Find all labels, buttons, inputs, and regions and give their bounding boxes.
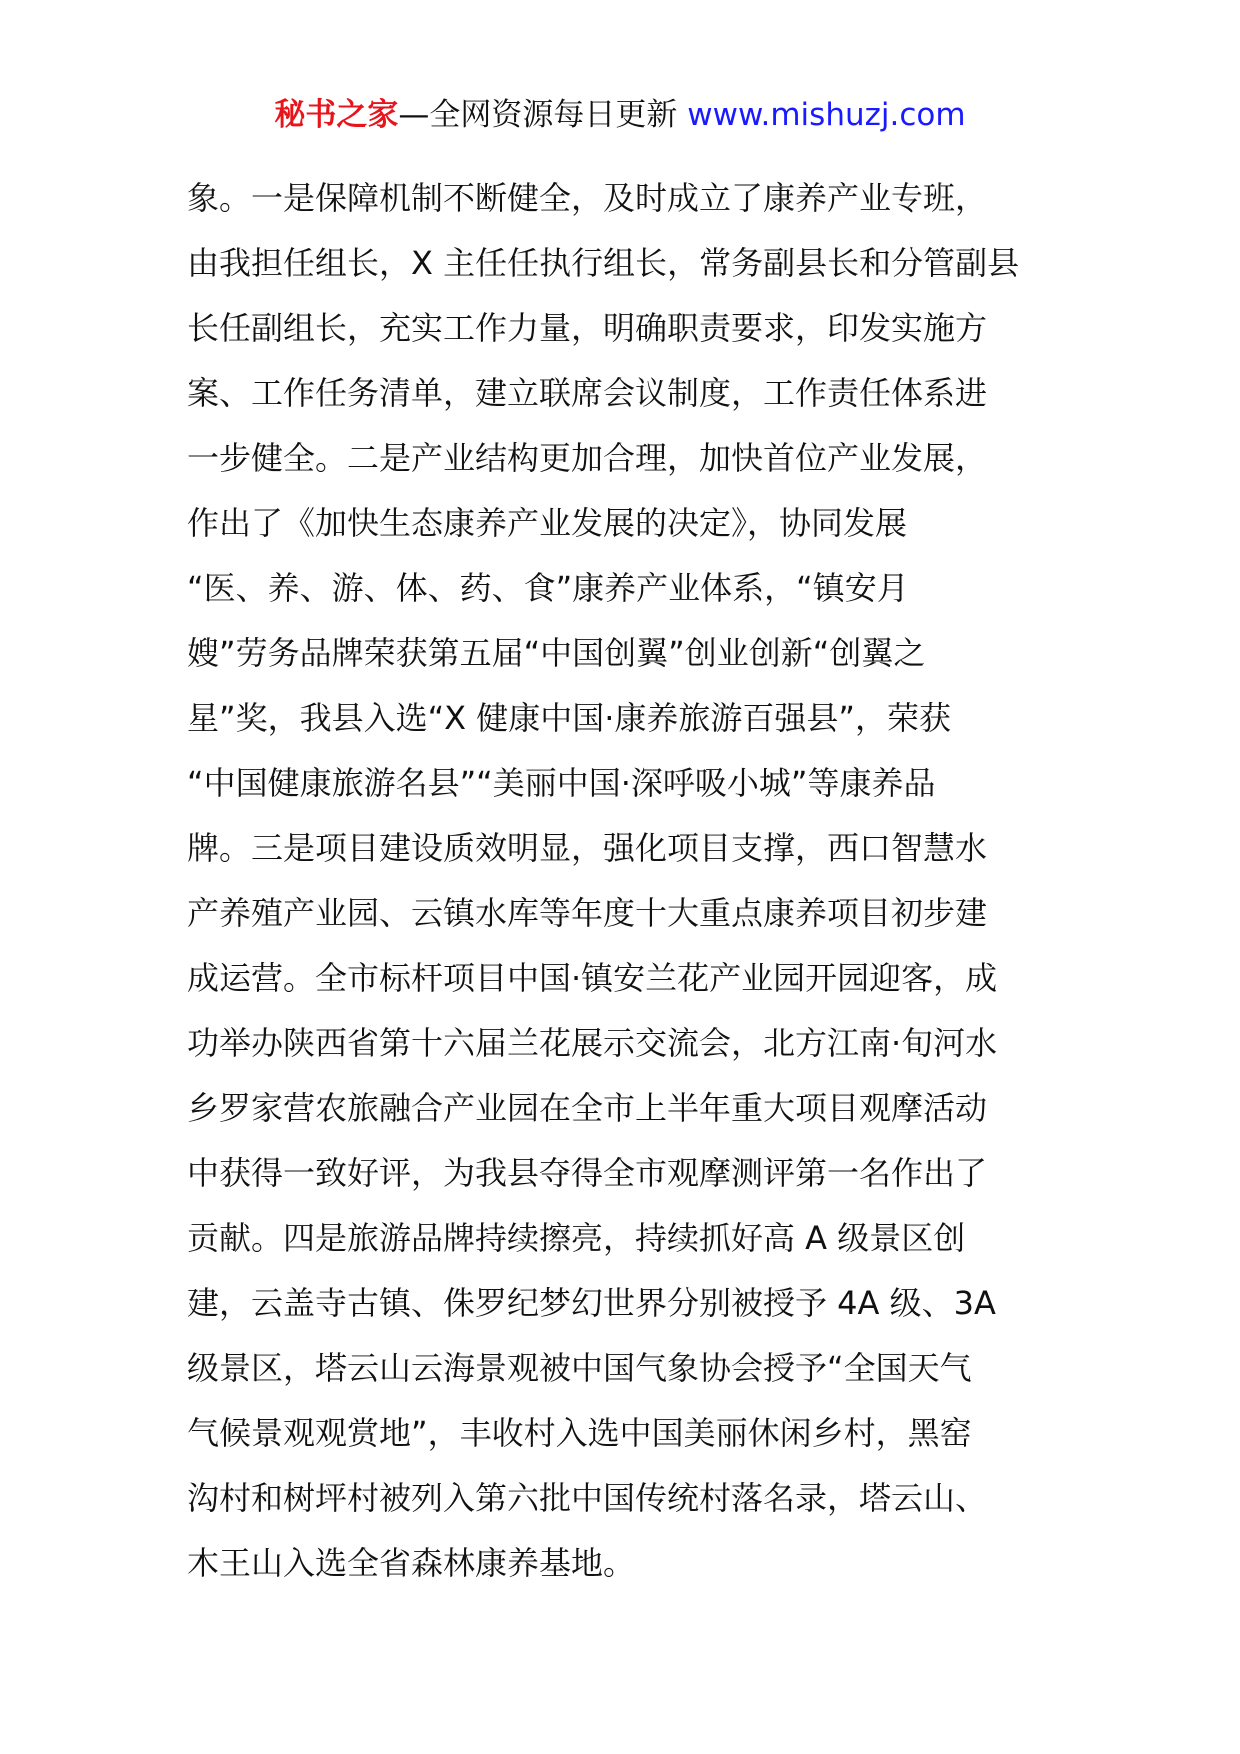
- text-line: 气候景观观赏地”，丰收村入选中国美丽休闲乡村，黑窑: [187, 1414, 972, 1452]
- header-tagline: —全网资源每日更新: [398, 97, 688, 133]
- text-line: 牌。三是项目建设质效明显，强化项目支撑，西口智慧水: [187, 829, 988, 867]
- text-line: 嫂”劳务品牌荣获第五届“中国创翼”创业创新“创翼之: [187, 634, 926, 672]
- text-line: 由我担任组长，X 主任任执行组长，常务副县长和分管副县: [187, 244, 1020, 282]
- text-line: 建，云盖寺古镇、侏罗纪梦幻世界分别被授予 4A 级、3A: [187, 1284, 996, 1322]
- text-line: “医、养、游、体、药、食”康养产业体系，“镇安月: [187, 569, 909, 607]
- brand-name: 秘书之家: [274, 97, 399, 133]
- text-line: 木王山入选全省森林康养基地。: [187, 1544, 636, 1582]
- text-line: 一步健全。二是产业结构更加合理，加快首位产业发展，: [187, 439, 988, 477]
- text-line: 作出了《加快生态康养产业发展的决定》，协同发展: [187, 504, 908, 542]
- site-header: [0, 93, 1240, 137]
- site-url-link[interactable]: www.mishuzj.com: [687, 97, 966, 133]
- text-line: 中获得一致好评，为我县夺得全市观摩测评第一名作出了: [187, 1154, 988, 1192]
- text-line: 案、工作任务清单，建立联席会议制度，工作责任体系进: [187, 374, 988, 412]
- text-line: 产养殖产业园、云镇水库等年度十大重点康养项目初步建: [187, 894, 988, 932]
- text-line: 贡献。四是旅游品牌持续擦亮，持续抓好高 A 级景区创: [187, 1219, 966, 1257]
- text-line: 星”奖，我县入选“X 健康中国·康养旅游百强县”，荣获: [187, 699, 952, 737]
- text-line: 成运营。全市标杆项目中国·镇安兰花产业园开园迎客，成: [187, 959, 998, 997]
- text-line: 长任副组长，充实工作力量，明确职责要求，印发实施方: [187, 309, 988, 347]
- document-body: [187, 166, 1067, 1596]
- text-line: 功举办陕西省第十六届兰花展示交流会，北方江南·旬河水: [187, 1024, 998, 1062]
- text-line: 沟村和树坪村被列入第六批中国传统村落名录，塔云山、: [187, 1479, 988, 1517]
- text-line: 象。一是保障机制不断健全，及时成立了康养产业专班，: [187, 179, 988, 217]
- text-line: “中国健康旅游名县”“美丽中国·深呼吸小城”等康养品: [187, 764, 936, 802]
- text-line: 级景区，塔云山云海景观被中国气象协会授予“全国天气: [187, 1349, 972, 1387]
- text-line: 乡罗家营农旅融合产业园在全市上半年重大项目观摩活动: [187, 1089, 988, 1127]
